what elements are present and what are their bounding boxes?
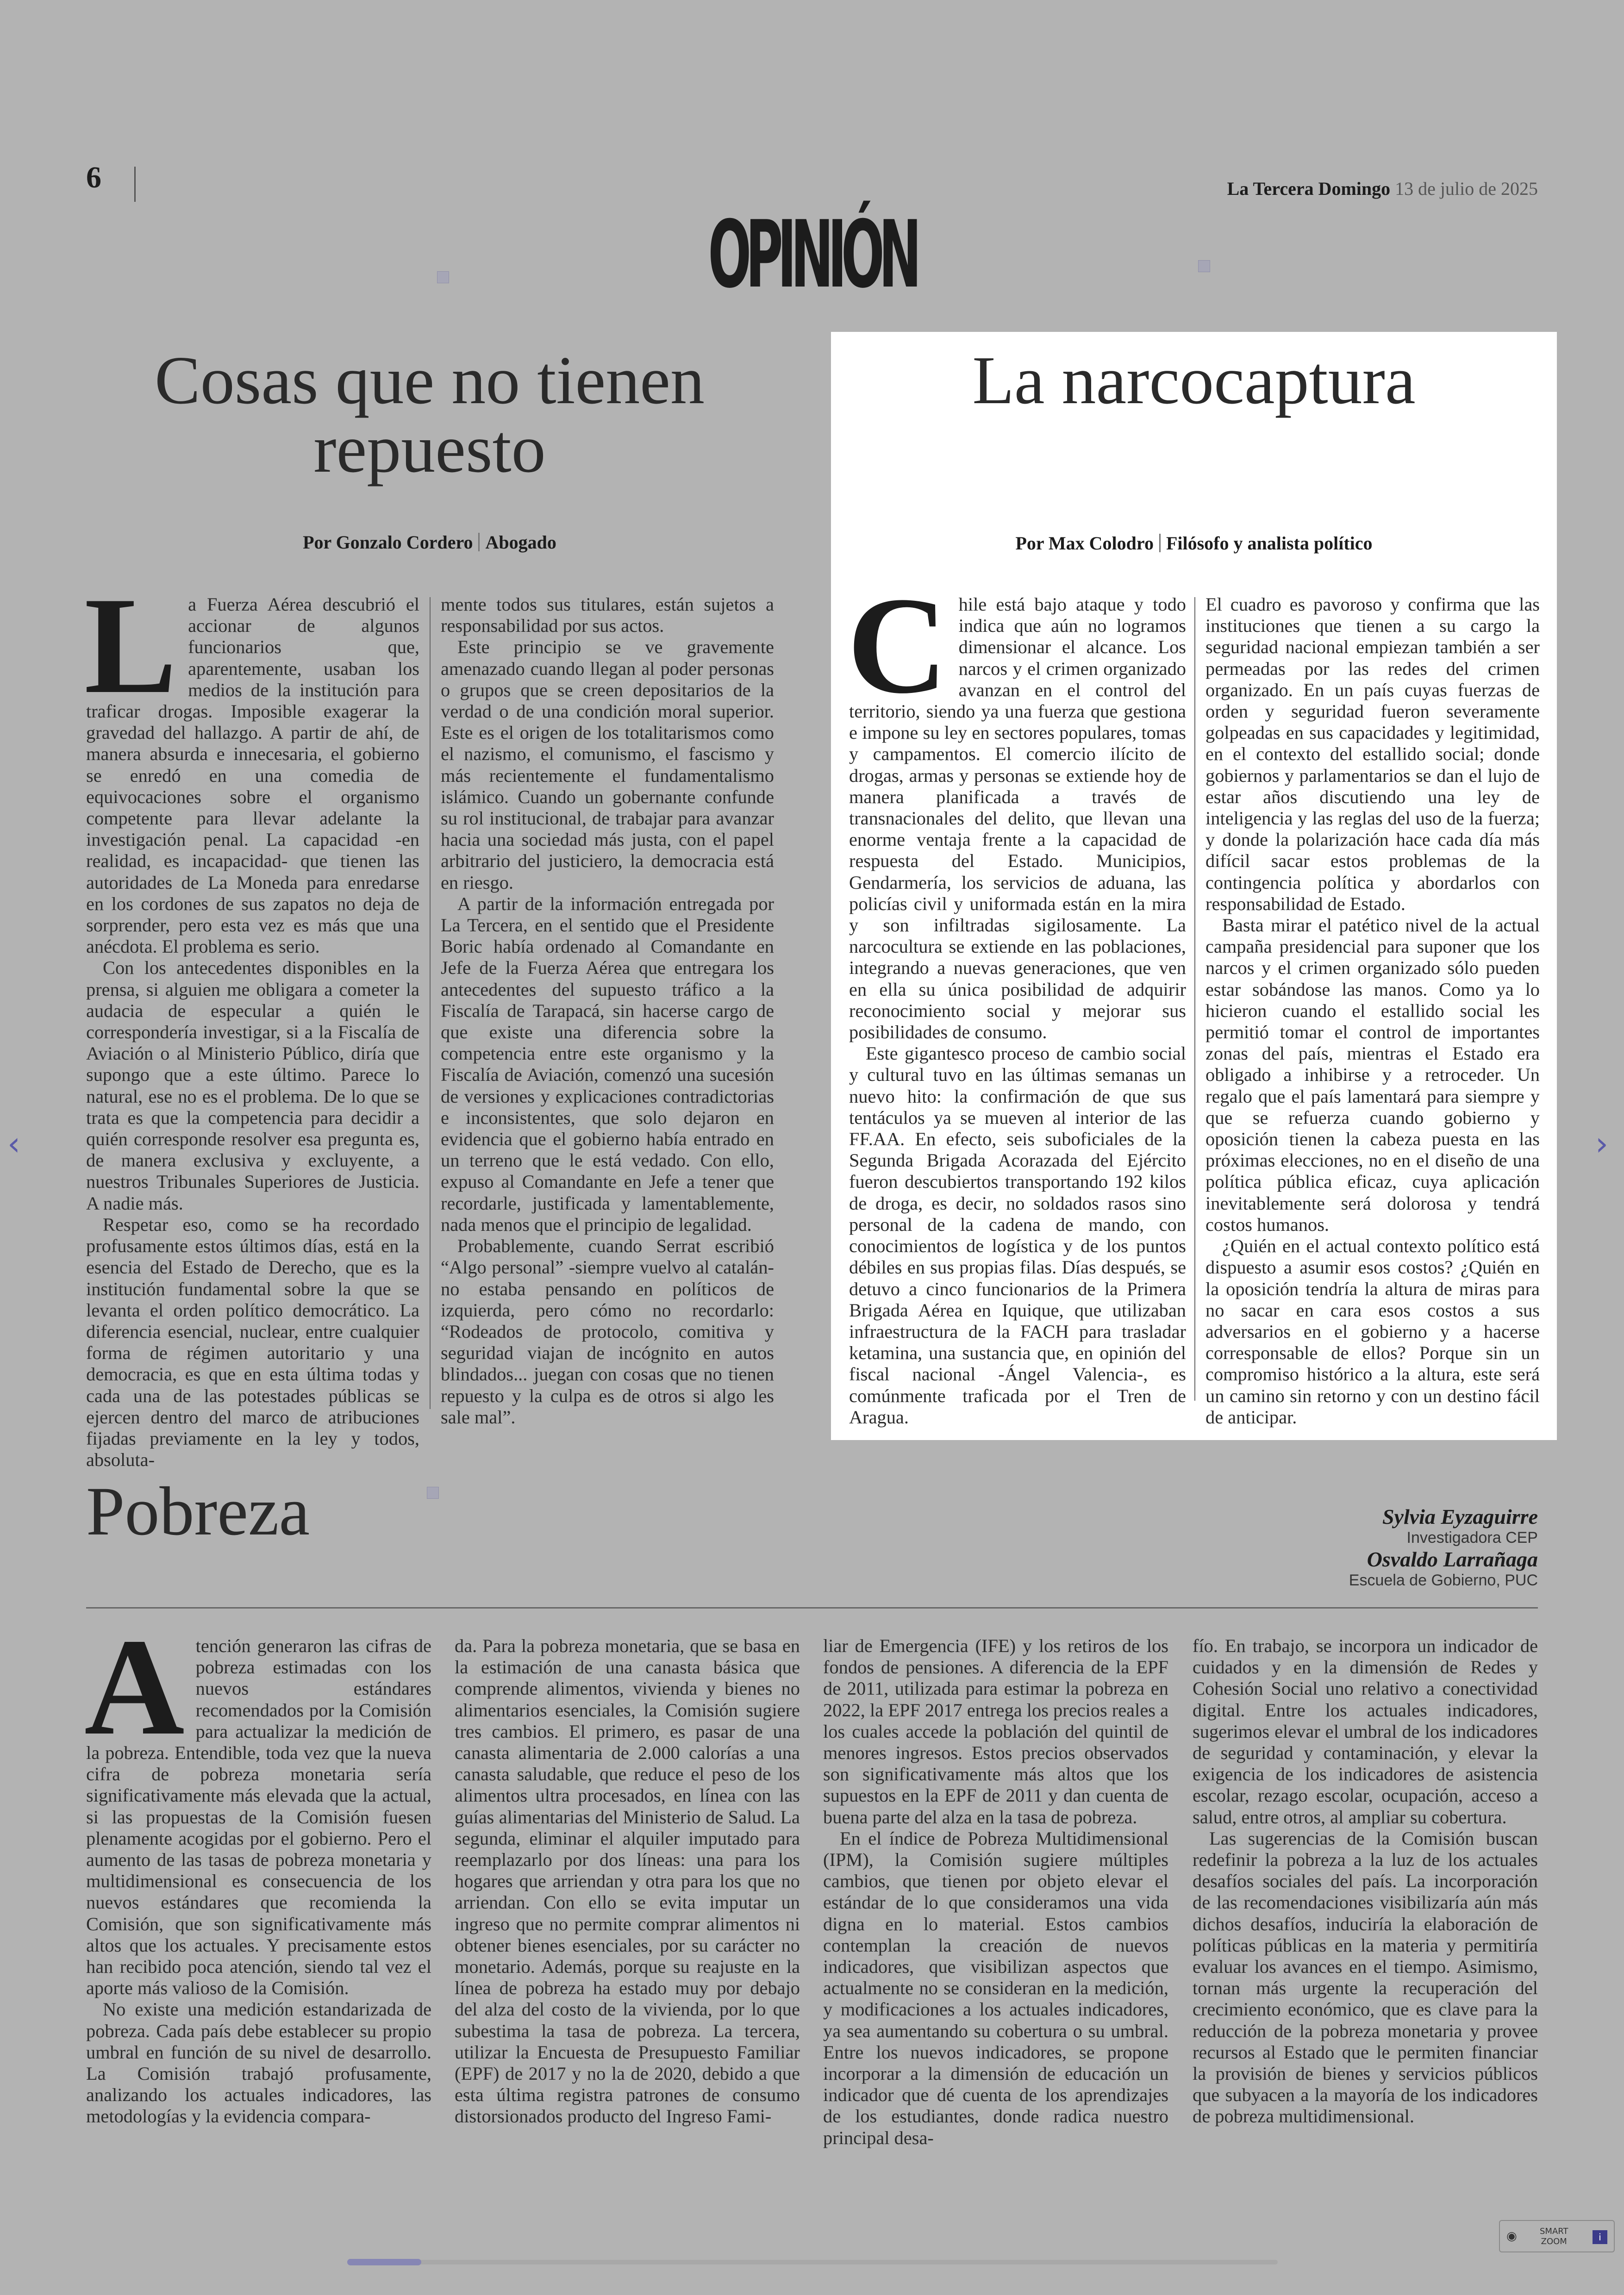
zoom-marker[interactable] [427,1487,439,1499]
article2-byline [831,532,1557,554]
article2-column-1 [847,568,1186,1428]
article1-title: Cosas que no tienen repuesto [155,343,705,487]
article2-drop-cap: C [847,568,948,722]
author-name: Osvaldo Larrañaga [1367,1547,1538,1571]
prev-page-button[interactable] [7,1125,20,1163]
article3-title: Pobreza [86,1473,310,1550]
smart-zoom-line1: SMART [1540,2226,1568,2236]
masthead [1227,178,1538,200]
paragraph: No existe una medición estandarizada de pobreza. Cada país debe establecer su propio umbral en función de su nivel de desarrollo. La Comisión trabajó profusamente, analizando los actuales indicadores, las metodologías y la evidencia compara- [86,1999,431,2127]
paragraph: hile está bajo ataque y todo indica que aún no logramos dimensionar el alcance. Los narcos y el crimen organizado avanzan en el control del territorio, siendo ya una fuerza que gestiona e impone su ley en sectores populares, tomas y campamentos. El comercio ilícito de drogas, armas y personas se extiende hoy de manera planificada a través de transnacionales del delito, que llevan una enorme ventaja frente a la capacidad de respuesta del Estado. Municipios, Gendarmería, los servicios de aduana, las policías civil y uniformada están en la mira y son infiltradas sigilosamente. La narcocultura se extiende en las poblaciones, integrando a nuevas generaciones, que ven en ella su única posibilidad de adquirir reconocimiento social y mejorar sus posibilidades de consumo. [849,594,1186,1043]
masthead-date: 13 de julio de 2025 [1395,178,1538,199]
paragraph: ¿Quién en el actual contexto político está dispuesto a asumir esos costos? ¿Quién en la oposición tendría la altura de miras para no sacar en cara esos costos a sus adversarios en el gobierno y a hacerse corresponsable de ellos? Porque sin un compromiso histórico a la altura, este será un camino sin retorno y con un destino fácil de anticipar. [1206,1235,1540,1428]
article1-column-1 [84,568,419,1471]
section-title: OPINIÓN [708,201,916,309]
column-divider [430,597,431,1409]
paragraph: liar de Emergencia (IFE) y los retiros de los fondos de pensiones. A diferencia de la EPF de 2011, utilizada para estimar la pobreza en 2022, la EPF 2017 entrega los precios reales a los cuales accede la población del quintil de menores ingresos. Estos precios observados son significativamente más altos que los supuestos en la EPF de 2011 y dan cuenta de buena parte del alza en la tasa de pobreza. [823,1635,1168,1827]
article1-role: Abogado [485,532,556,553]
paragraph: fío. En trabajo, se incorpora un indicador de cuidados y en la dimensión de Redes y Cohesión Social uno relativo a conectividad digital. Entre los actuales indicadores, sugerimos elevar el umbral de los indicadores de seguridad y contaminación, y elevar la exigencia de los indicadores de asistencia escolar, rezago escolar, ocupación, acceso a salud, entre otros, al ampliar su cobertura. [1193,1635,1538,1827]
next-page-button[interactable] [1595,1125,1608,1163]
article2-column-2 [1206,594,1540,1428]
article3-column-2 [455,1635,800,2127]
article3-drop-cap: A [84,1610,185,1764]
article3-column-3 [823,1635,1168,2149]
author-role: Escuela de Gobierno, PUC [1349,1572,1538,1589]
paragraph: mente todos sus titulares, están sujetos a responsabilidad por sus actos. [441,594,774,636]
paragraph: Respetar eso, como se ha recordado profusamente estos últimos días, está en la esencia del Estado de Derecho, que es la institución fundamental sobre la que se levanta el orden político democrático. La diferencia esencial, nuclear, entre cualquier forma de régimen autoritario y una democracia, es que en esta última todas y cada una de las potestades públicas se ejercen dentro del marco de atribuciones fijadas previamente en la ley y todos, absoluta- [86,1214,419,1471]
column-divider [1194,597,1195,1401]
article2-author: Por Max Colodro [1015,533,1154,554]
chevron-left-icon: ‹ [7,1125,20,1163]
paragraph: Con los antecedentes disponibles en la prensa, si alguien me obligara a cometer la audacia de especular a quién le correspondería investigar, si a la Fiscalía de Aviación o al Ministerio Público, diría que supongo que a este último. Parece lo natural, ese no es el problema. De lo que se trata es que la competencia para decidir a quién corresponde resolver esa pregunta es, de manera exclusiva y excluyente, a nuestros Tribunales Superiores de Justicia. A nadie más. [86,957,419,1214]
paragraph: tención generaron las cifras de pobreza estimadas con los nuevos estándares recomendados por la Comisión para actualizar la medición de la pobreza. Entendible, toda vez que la nueva cifra de pobreza monetaria sería significativamente más elevada que la actual, si las propuestas de la Comisión fuesen plenamente acogidas por el gobierno. Pero el aumento de las tasas de pobreza monetaria y multidimensional es consecuencia de los nuevos estándares que recomienda la Comisión, que son significativamente más altos que los actuales. Y precisamente estos han recibido poca atención, siendo tal vez el aporte más valioso de la Comisión. [86,1635,431,1999]
zoom-marker[interactable] [1198,260,1210,272]
eye-icon: ◉ [1506,2229,1517,2243]
article3-authors [1349,1504,1538,1590]
author-name: Sylvia Eyzaguirre [1382,1505,1538,1528]
paragraph: En el índice de Pobreza Multidimensional (IPM), la Comisión sugiere múltiples cambios, que tienen por objeto elevar el estándar de lo que consideramos una vida digna en lo material. Estos cambios contemplan la creación de nuevos indicadores, que visibilizan aspectos que actualmente no se consideran en la medición, y modificaciones a los actuales indicadores, ya sea aumentando su cobertura o su umbral. Entre los nuevos indicadores, se propone incorporar a la dimensión de educación un indicador que dé cuenta de los aprendizajes de los estudiantes, donde radica nuestro principal desa- [823,1827,1168,2148]
page-number: 6 [86,161,101,194]
page-scrollbar-thumb[interactable] [347,2259,421,2265]
paragraph: El cuadro es pavoroso y confirma que las instituciones que tienen a su cargo la seguridad nacional empiezan también a ser permeadas por las redes del crimen organizado. En un país cuyas fuerzas de orden y seguridad fueron severamente golpeadas en sus capacidades y legitimidad, en el contexto del estallido social; donde gobiernos y parlamentarios se dan el lujo de estar años discutiendo una ley de inteligencia y las reglas del uso de la fuerza; y donde la polarización hace cada día más difícil sacar estos problemas de la contingencia política y abordarlos con responsabilidad de Estado. [1206,594,1540,914]
paragraph: a Fuerza Aérea descubrió el accionar de algunos funcionarios que, aparentemente, usaban los medios de la institución para traficar drogas. Imposible exagerar la gravedad del hallazgo. A partir de ahí, de manera absurda e innecesaria, el gobierno se enredó en una comedia de equivocaciones sobre el organismo competente para llevar adelante la investigación penal. La capacidad -en realidad, es incapacidad- que tienen las autoridades de La Moneda para enredarse en los cordones de sus zapatos no deja de sorprender, pero esta vez es más que una anécdota. El problema es serio. [86,594,419,957]
paragraph: Basta mirar el patético nivel de la actual campaña presidencial para suponer que los narcos y el crimen organizado sólo pueden estar sobándose las manos. Como ya lo hicieron cuando el estallido social les permitió tomar el control de importantes zonas del país, mientras el Estado era obligado a inhibirse y a retroceder. Un regalo que el país lamentará para siempre y que se refuerza cuando gobierno y oposición tienen la cabeza puesta en las próximas elecciones, no en el diseño de una política pública eficaz, cuya aplicación inevitablemente será dolorosa y tendrá costos humanos. [1206,915,1540,1235]
smart-zoom-label [1540,2226,1568,2247]
article1-byline [86,531,773,553]
paragraph: Las sugerencias de la Comisión buscan redefinir la pobreza a la luz de los actuales desafíos sociales del país. La incorporación de las recomendaciones visibilizaría aún más dichos desafíos, induciría la elaboración de políticas públicas en la materia y permitiría evaluar los avances en el tiempo. Asimismo, tornan más urgente la recuperación del crecimiento económico, que es clave para la reducción de la pobreza monetaria y provee recursos al Estado que le permiten financiar la provisión de bienes y servicios públicos que subyacen a la mayoría de los indicadores de pobreza multidimensional. [1193,1827,1538,2127]
page-number-divider [134,167,136,202]
masthead-paper: La Tercera Domingo [1227,178,1391,199]
article3-column-4 [1193,1635,1538,2127]
article1-drop-cap: L [84,568,177,722]
article2-title: La narcocaptura [972,343,1416,418]
smart-zoom-button[interactable] [1499,2220,1615,2252]
chevron-right-icon: › [1595,1125,1608,1163]
paragraph: da. Para la pobreza monetaria, que se basa en la estimación de una canasta básica que comprende alimentos, vivienda y bienes no alimentarios esenciales, la Comisión sugiere tres cambios. El primero, es pasar de una canasta alimentaria de 2.000 calorías a una canasta saludable, que reduce el peso de los alimentos ultra procesados, en línea con las guías alimentarias del Ministerio de Salud. La segunda, eliminar el alquiler imputado para reemplazarlo por dos líneas: una para los hogares que arriendan y otra para los que no arriendan. Con ello se evita imputar un ingreso que no permite comprar alimentos ni obtener bienes esenciales, por su carácter no monetario. Además, porque su reajuste en la línea de pobreza ha estado muy por debajo del alza del costo de la vivienda, por lo que subestima la tasa de pobreza. La tercera, utilizar la Encuesta de Presupuesto Familiar (EPF) de 2017 y no la de 2020, debido a que esta última registra patrones de consumo distorsionados producto del Ingreso Fami- [455,1635,800,2127]
zoom-marker[interactable] [437,271,449,283]
article1-author: Por Gonzalo Cordero [303,532,473,553]
article2-role: Filósofo y analista político [1166,533,1373,554]
article3-rule [86,1607,1538,1609]
info-icon: i [1593,2230,1607,2244]
paragraph: Este gigantesco proceso de cambio social y cultural tuvo en las últimas semanas un nuevo hito: la confirmación de que sus tentáculos ya se mueven al interior de las FF.AA. En efecto, seis suboficiales de la Segunda Brigada Acorazada del Ejército fueron descubiertos transportando 192 kilos de droga, es decir, no soldados rasos sino personal de la cadena de mando, con conocimientos de logística y de los puntos débiles en sus propias filas. Días después, se detuvo a cinco funcionarios de la Primera Brigada Aérea en Iquique, que utilizaban infraestructura de la FACH para trasladar ketamina, una sustancia que, en opinión del fiscal nacional -Ángel Valencia-, es comúnmente traficada por el Tren de Aragua. [849,1043,1186,1428]
article3-column-1 [84,1610,431,2127]
article1-column-2 [441,594,774,1428]
paragraph: Este principio se ve gravemente amenazado cuando llegan al poder personas o grupos que se creen depositarios de la verdad o de una condición moral superior. Este es el origen de los totalitarismos como el nazismo, el comunismo, el fascismo y más recientemente el fundamentalismo islámico. Cuando un gobernante confunde su rol institucional, de trabajar para avanzar hacia una sociedad más justa, con el papel arbitrario del justiciero, la democracia está en riesgo. [441,636,774,893]
smart-zoom-line2: ZOOM [1541,2237,1567,2246]
paragraph: Probablemente, cuando Serrat escribió “Algo personal” -siempre vuelvo al catalán- no estaba pensando en políticos de izquierda, pero cómo no recordarlo: “Rodeados de protocolo, comitiva y seguridad viajan de incógnito en autos blindados... juegan con cosas que no tienen repuesto y la culpa es de otros si algo les sale mal”. [441,1235,774,1428]
page-scrollbar[interactable] [347,2260,1278,2264]
author-role: Investigadora CEP [1406,1529,1538,1547]
paragraph: A partir de la información entregada por La Tercera, en el sentido que el Presidente Boric había ordenado al Comandante en Jefe de la Fuerza Aérea que entregara los antecedentes del supuesto tráfico a la Fiscalía de Tarapacá, sin hacerse cargo de que existe una diferencia sobre la competencia entre este organismo y la Fiscalía de Aviación, comenzó una sucesión de versiones y explicaciones contradictorias e inconsistentes, que solo dejaron en evidencia que el gobierno había entrado en un terreno que le está vedado. Con ello, expuso al Comandante en Jefe a tener que recordarle, justificada y lamentablemente, nada menos que el principio de legalidad. [441,893,774,1235]
